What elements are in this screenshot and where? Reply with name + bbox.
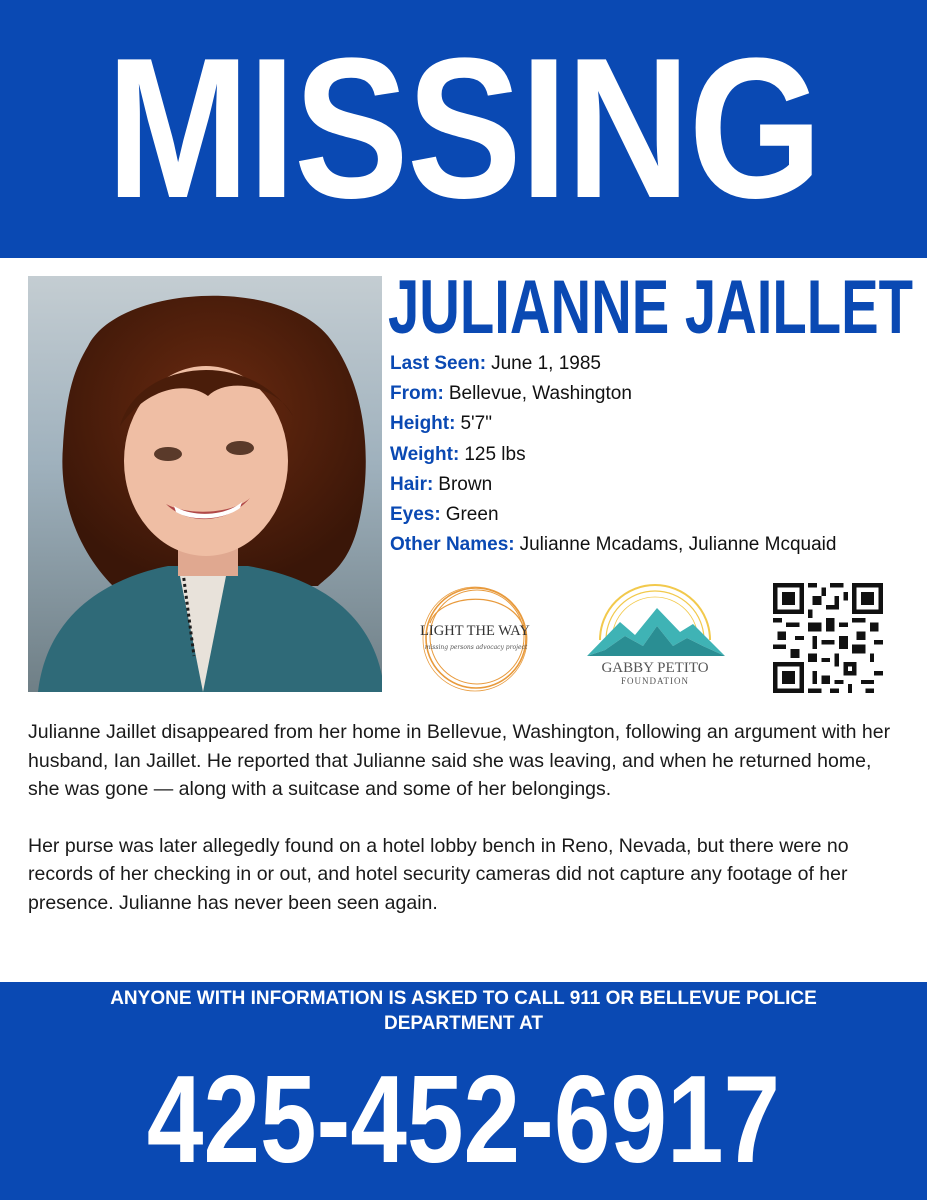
description-paragraph: Her purse was later allegedly found on a hotel lobby bench in Reno, Nevada, but there were no records of her checking in or out, and hotel security cameras did not capture any footage of her presence. Julianne has never been seen again. xyxy=(28,834,849,914)
fact-label: Weight: xyxy=(390,443,460,465)
fact-value: 125 lbs xyxy=(464,443,526,465)
fact-weight xyxy=(390,440,910,470)
missing-headline: MISSING xyxy=(106,17,821,240)
fact-value: Julianne Mcadams, Julianne Mcquaid xyxy=(519,534,837,556)
fact-label: Last Seen: xyxy=(390,353,487,374)
light-the-way-title: LIGHT THE WAY xyxy=(420,623,530,639)
fact-from xyxy=(390,379,910,409)
phone-number[interactable]: 425-452-6917 xyxy=(146,1051,781,1189)
fact-eyes xyxy=(390,500,910,530)
fact-label: Hair: xyxy=(390,473,434,495)
fact-last-seen xyxy=(390,349,910,379)
fact-label: Other Names: xyxy=(390,534,515,556)
person-name: JULIANNE JAILLET xyxy=(388,265,913,350)
person-photo xyxy=(28,276,382,692)
fact-label: From: xyxy=(390,383,444,405)
fact-label: Height: xyxy=(390,413,456,435)
qr-code[interactable] xyxy=(773,583,883,693)
fact-value: Green xyxy=(445,503,499,525)
light-the-way-logo xyxy=(400,583,550,693)
fact-value: June 1, 1985 xyxy=(491,353,601,374)
fact-value: Brown xyxy=(438,473,493,495)
fact-value: 5'7" xyxy=(460,413,492,435)
facts-list xyxy=(390,349,910,560)
gabby-petito-foundation-logo xyxy=(575,580,735,692)
case-description xyxy=(28,718,908,946)
gabby-sub: FOUNDATION xyxy=(621,676,689,686)
fact-value: Bellevue, Washington xyxy=(448,383,632,405)
fact-hair xyxy=(390,470,910,500)
fact-other-names xyxy=(390,530,910,560)
gabby-name: GABBY PETITO xyxy=(601,660,709,676)
light-the-way-tagline: missing persons advocacy project xyxy=(424,644,528,651)
call-to-action: ANYONE WITH INFORMATION IS ASKED TO CALL 911 OR BELLEVUE POLICE DEPARTMENT AT xyxy=(110,988,817,1034)
fact-label: Eyes: xyxy=(390,503,441,525)
fact-height xyxy=(390,409,910,439)
description-paragraph: Julianne Jaillet disappeared from her home in Bellevue, Washington, following an argument with her husband, Ian Jaillet. He reported that Julianne said she was leaving, and when he returned home, she was gone — along with a suitcase and some of her belongings. xyxy=(28,721,891,801)
